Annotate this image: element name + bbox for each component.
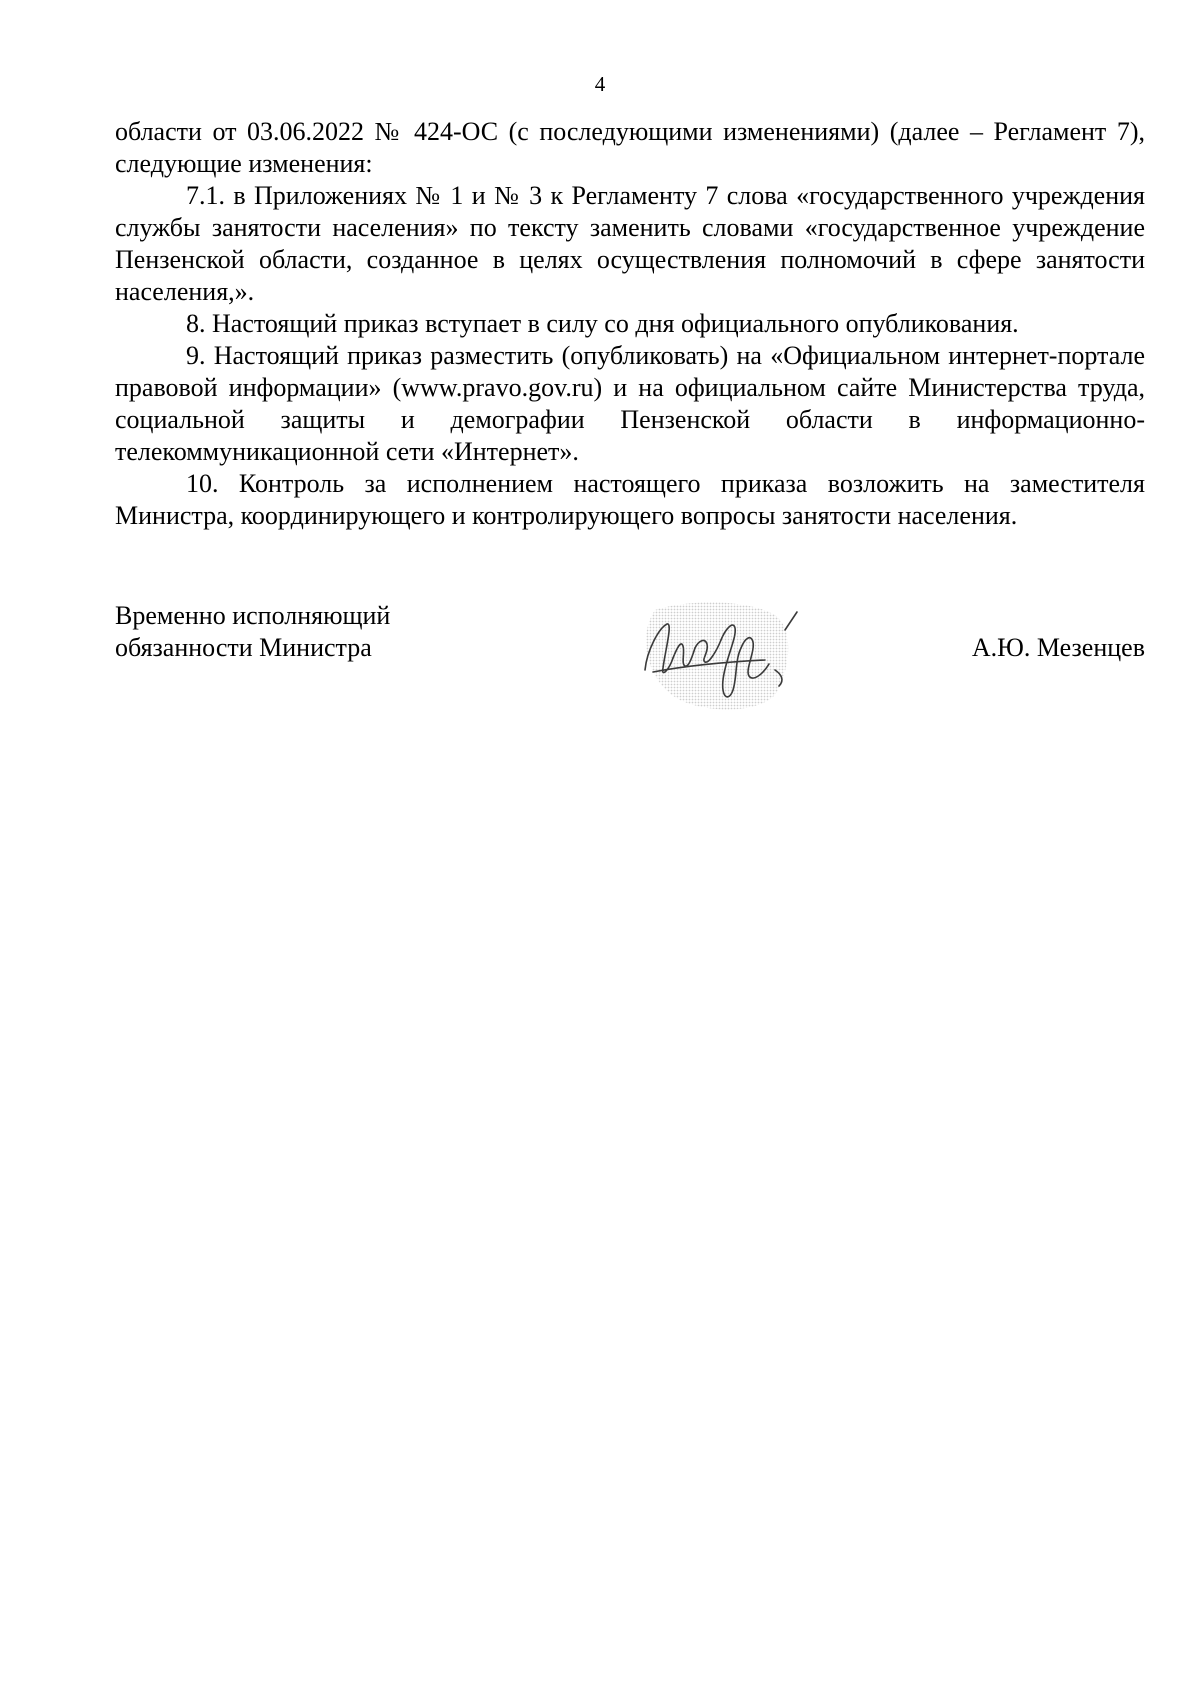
document-body: [115, 116, 1145, 532]
signatory-title-line-1: Временно исполняющий: [115, 601, 391, 630]
signatory-name: А.Ю. Мезенцев: [971, 633, 1145, 662]
signatory-title-line-2: обязанности Министра: [115, 633, 372, 662]
signature-block: [115, 600, 1145, 720]
paragraph-7-1: 7.1. в Приложениях № 1 и № 3 к Регламенту 7 слова «государственного учреждения службы занятости населения» по тексту заменить словами «государственное учреждение Пензенской области, созданное в целях осуществления полномочий в сфере занятости населения,».: [115, 181, 1145, 306]
paragraph-intro: области от 03.06.2022 № 424-ОС (с последующими изменениями) (далее – Регламент 7), следующие изменения:: [115, 117, 1145, 178]
handwritten-signature-icon: [625, 590, 815, 720]
signatory-title: [115, 600, 390, 664]
paragraph-9: 9. Настоящий приказ разместить (опубликовать) на «Официальном интернет-портале правовой информации» (www.pravo.gov.ru) и на официальном сайте Министерства труда, социальной защиты и демографии Пензенской области в информационно-телекоммуникационной сети «Интернет».: [115, 341, 1145, 466]
page-number: 4: [594, 72, 606, 96]
paragraph-8: 8. Настоящий приказ вступает в силу со дня официального опубликования.: [186, 309, 1019, 338]
paragraph-10: 10. Контроль за исполнением настоящего приказа возложить на заместителя Министра, координирующего и контролирующего вопросы занятости населения.: [115, 469, 1145, 530]
